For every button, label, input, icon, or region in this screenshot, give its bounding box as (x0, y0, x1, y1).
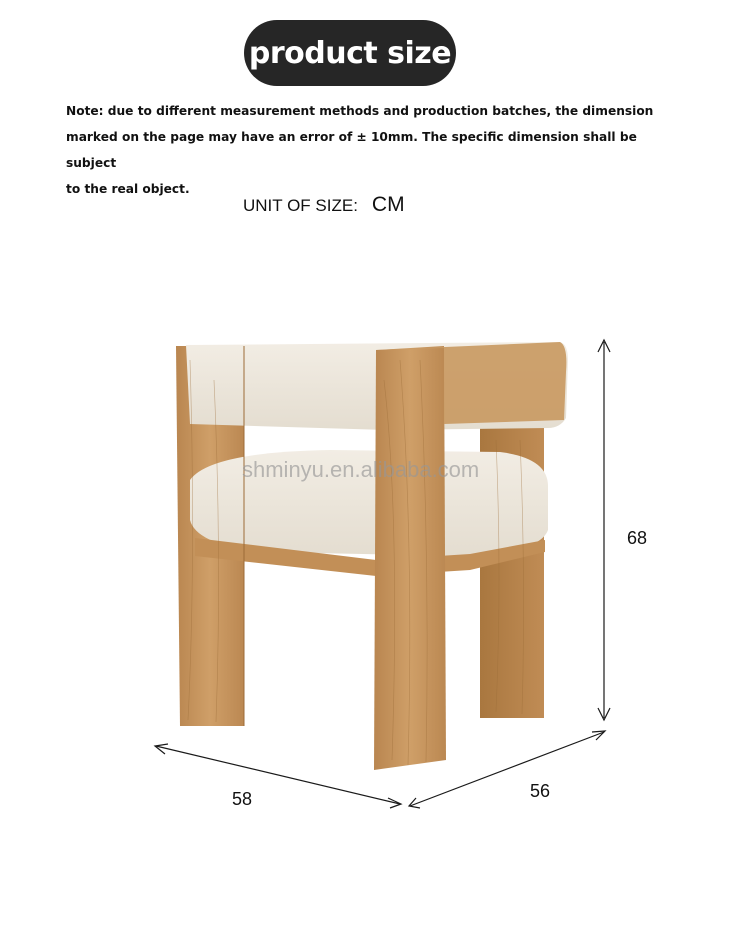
unit-value: CM (371, 193, 405, 216)
watermark: shminyu.en.alibaba.com (242, 457, 480, 482)
note-line: marked on the page may have an error of ± 10mm. The specific dimension shall be subject (66, 130, 637, 170)
page-title: product size (248, 35, 452, 71)
width-line (156, 746, 400, 804)
dimension-depth: 56 (530, 781, 551, 801)
dimension-width: 58 (232, 789, 253, 809)
dimension-height: 68 (627, 528, 648, 548)
unit-label: UNIT OF SIZE: (243, 196, 358, 215)
note-line: Note: due to different measurement methods and production batches, the dimension (66, 104, 654, 118)
front-leg-panel (374, 346, 446, 770)
note-line: to the real object. (66, 182, 190, 196)
